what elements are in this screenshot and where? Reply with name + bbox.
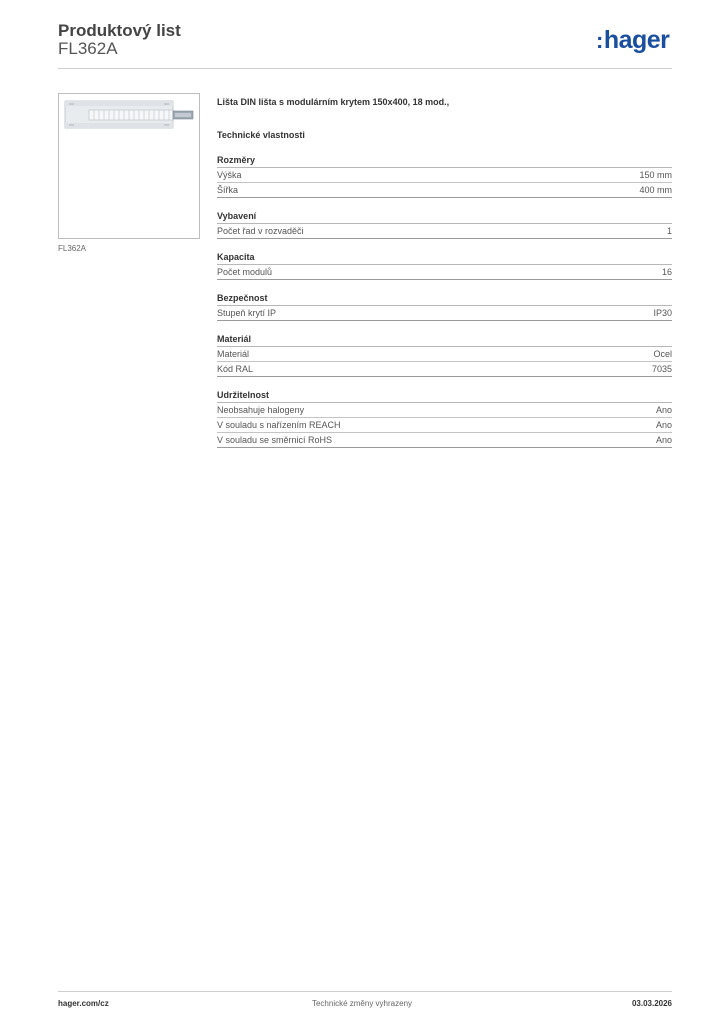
- spec-label: Neobsahuje halogeny: [217, 405, 305, 415]
- spec-sections: [217, 154, 672, 448]
- spec-label: Materiál: [217, 349, 250, 359]
- logo-text: hager: [603, 26, 670, 54]
- spec-value: 7035: [651, 364, 672, 374]
- specs-panel: [217, 96, 672, 448]
- footer-divider: [58, 991, 672, 992]
- footer-notice: Technické změny vyhrazeny: [311, 999, 413, 1008]
- spec-label: Šířka: [217, 185, 239, 195]
- spec-value: 1: [666, 226, 672, 236]
- product-code: FL362A: [58, 39, 118, 58]
- spec-value: 400 mm: [639, 185, 672, 195]
- spec-row: [217, 418, 672, 433]
- spec-section: [217, 154, 672, 198]
- spec-row: [217, 183, 672, 198]
- page-title: Produktový list: [58, 21, 181, 40]
- spec-section: [217, 210, 672, 239]
- spec-row: [217, 265, 672, 280]
- spec-value: Ano: [655, 405, 672, 415]
- spec-row: [217, 168, 672, 183]
- spec-label: Počet modulů: [217, 267, 273, 277]
- spec-label: Kód RAL: [217, 364, 254, 374]
- footer-website: hager.com/cz: [58, 999, 109, 1008]
- hager-logo: :hager: [596, 26, 670, 54]
- spec-row: [217, 403, 672, 418]
- spec-label: Stupeň krytí IP: [217, 308, 277, 318]
- spec-section-title: Bezpečnost: [217, 292, 672, 306]
- spec-value: 150 mm: [639, 170, 672, 180]
- spec-section-title: Vybavení: [217, 210, 672, 224]
- spec-label: Výška: [217, 170, 242, 180]
- product-image-frame: [58, 93, 200, 239]
- spec-section-title: Kapacita: [217, 251, 672, 265]
- spec-row: [217, 347, 672, 362]
- spec-value: Ano: [655, 420, 672, 430]
- product-image: [59, 94, 199, 238]
- spec-value: Ocel: [653, 349, 672, 359]
- spec-section-title: Materiál: [217, 333, 672, 347]
- header-divider: [58, 68, 672, 69]
- spec-value: 16: [661, 267, 672, 277]
- spec-section: [217, 333, 672, 377]
- specs-heading: Technické vlastnosti: [217, 130, 305, 140]
- footer-date: 03.03.2026: [631, 999, 672, 1008]
- spec-value: Ano: [655, 435, 672, 445]
- spec-row: [217, 362, 672, 377]
- spec-section: [217, 389, 672, 448]
- spec-section: [217, 292, 672, 321]
- spec-section-title: Udržitelnost: [217, 389, 672, 403]
- image-caption: FL362A: [58, 244, 87, 253]
- spec-section-title: Rozměry: [217, 154, 672, 168]
- spec-row: [217, 224, 672, 239]
- spec-label: V souladu se směrnicí RoHS: [217, 435, 333, 445]
- spec-row: [217, 433, 672, 448]
- spec-label: Počet řad v rozvaděči: [217, 226, 304, 236]
- product-description: Lišta DIN lišta s modulárním krytem 150x400, 18 mod.,: [217, 97, 450, 107]
- spec-section: [217, 251, 672, 280]
- spec-value: IP30: [653, 308, 672, 318]
- spec-row: [217, 306, 672, 321]
- spec-label: V souladu s nařízením REACH: [217, 420, 341, 430]
